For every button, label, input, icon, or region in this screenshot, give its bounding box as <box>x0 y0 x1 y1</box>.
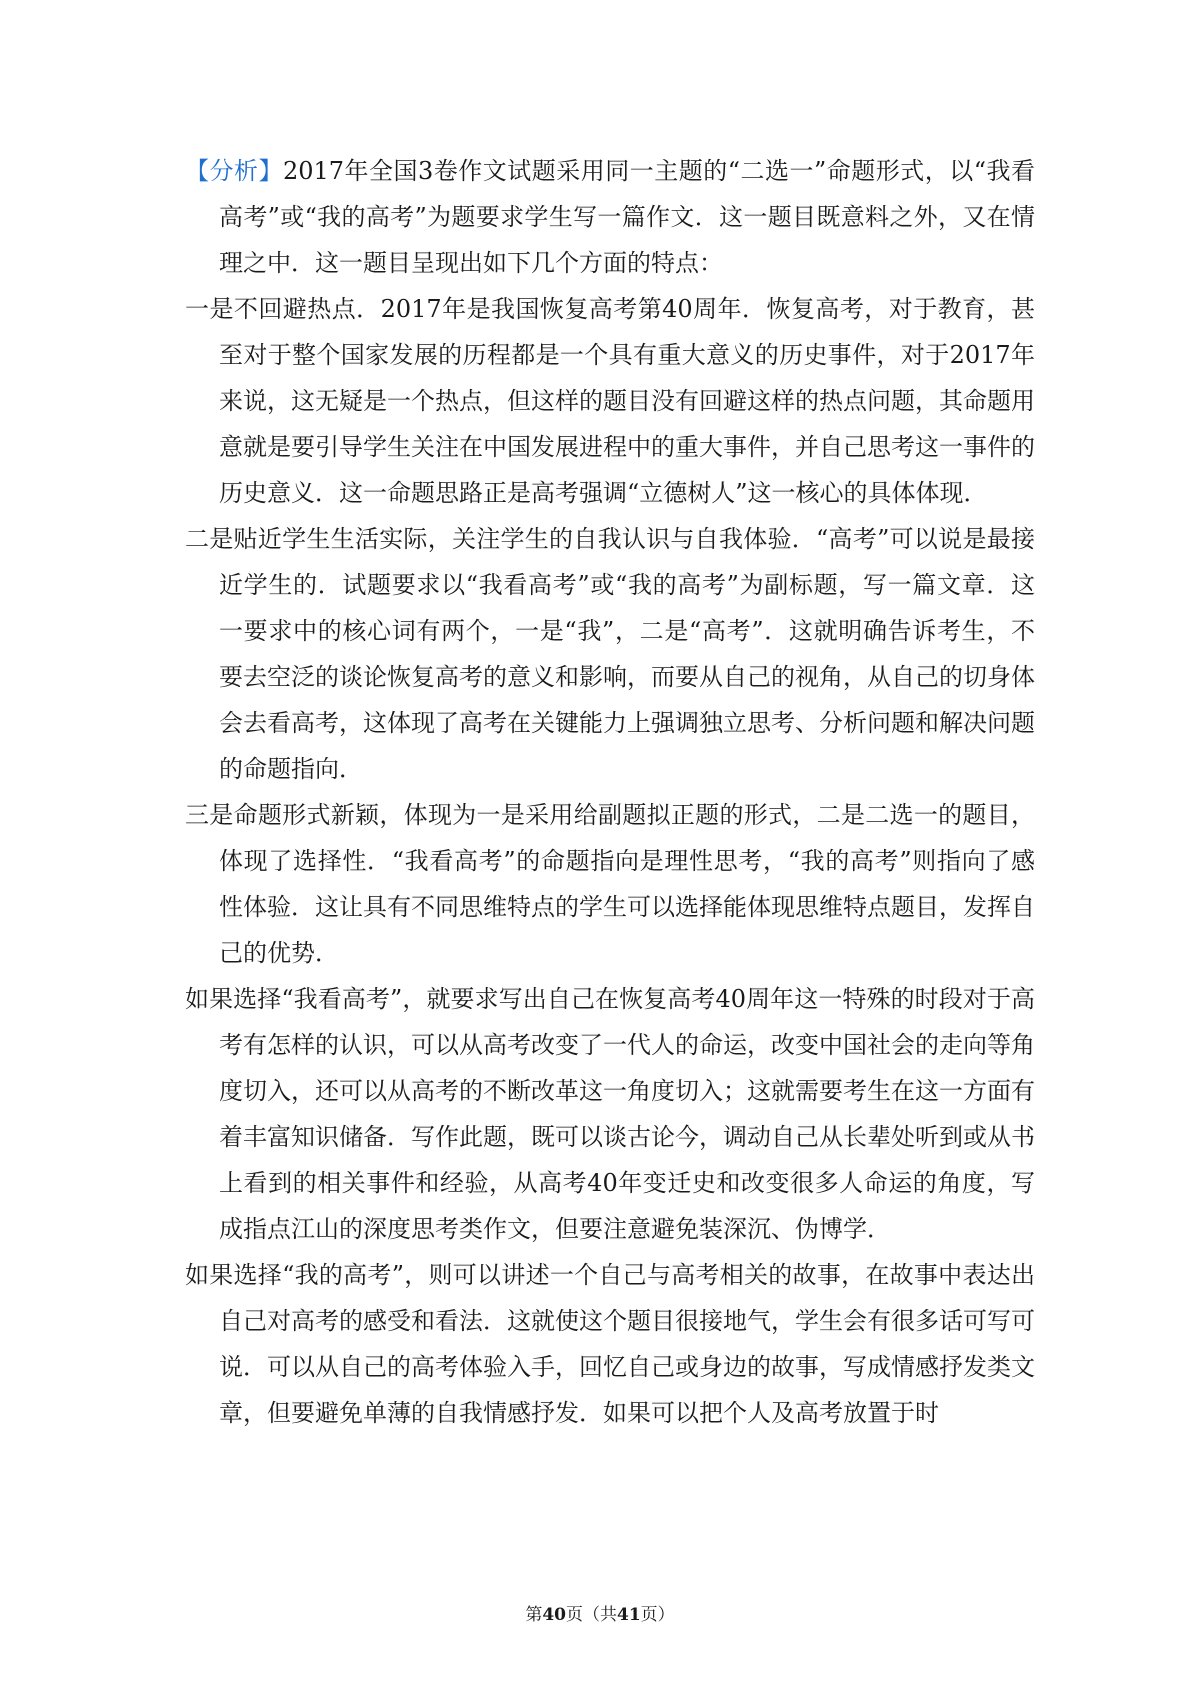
footer-page-number: 40 <box>542 1605 566 1625</box>
paragraph-option-wode: 如果选择“我的高考”，则可以讲述一个自己与高考相关的故事，在故事中表达出自己对高考的感受和看法．这就使这个题目很接地气，学生会有很多话可写可说．可以从自己的高考体验入手，回忆自己或身边的故事，写成情感抒发类文章，但要避免单薄的自我情感抒发．如果可以把个人及高考放置于时 <box>185 1261 1035 1427</box>
paragraph-point-1: 一是不回避热点．2017年是我国恢复高考第40周年．恢复高考，对于教育，甚至对于整个国家发展的历程都是一个具有重大意义的历史事件，对于2017年来说，这无疑是一个热点，但这样的题目没有回避这样的热点问题，其命题用意就是要引导学生关注在中国发展进程中的重大事件，并自己思考这一事件的历史意义．这一命题思路正是高考强调“立德树人”这一核心的具体体现． <box>185 295 1035 507</box>
paragraph-option-wokan: 如果选择“我看高考”，就要求写出自己在恢复高考40周年这一特殊的时段对于高考有怎样的认识，可以从高考改变了一代人的命运，改变中国社会的走向等角度切入，还可以从高考的不断改革这一角度切入；这就需要考生在这一方面有着丰富知识储备．写作此题，既可以谈古论今，调动自己从长辈处听到或从书上看到的相关事件和经验，从高考40年变迁史和改变很多人命运的角度，写成指点江山的深度思考类作文，但要注意避免装深沉、伪博学． <box>185 985 1035 1243</box>
paragraph-point-2: 二是贴近学生生活实际，关注学生的自我认识与自我体验．“高考”可以说是最接近学生的．试题要求以“我看高考”或“我的高考”为副标题，写一篇文章．这一要求中的核心词有两个，一是“我”，二是“高考”．这就明确告诉考生，不要去空泛的谈论恢复高考的意义和影响，而要从自己的视角，从自己的切身体会去看高考，这体现了高考在关键能力上强调独立思考、分析问题和解决问题的命题指向． <box>185 525 1035 783</box>
footer-suffix: 页） <box>640 1605 675 1625</box>
footer-mid: 页（共 <box>566 1605 617 1625</box>
footer-prefix: 第 <box>525 1605 543 1625</box>
page-footer <box>0 1600 1200 1625</box>
analysis-intro: 2017年全国3卷作文试题采用同一主题的“二选一”命题形式，以“我看高考”或“我的高考”为题要求学生写一篇作文．这一题目既意料之外，又在情理之中．这一题目呈现出如下几个方面的特点： <box>219 157 1036 277</box>
document-body <box>185 148 1035 1436</box>
analysis-tag: 【分析】 <box>185 157 283 185</box>
analysis-paragraph <box>185 148 1035 286</box>
paragraph-point-3: 三是命题形式新颖，体现为一是采用给副题拟正题的形式，二是二选一的题目，体现了选择性．“我看高考”的命题指向是理性思考，“我的高考”则指向了感性体验．这让具有不同思维特点的学生可以选择能体现思维特点题目，发挥自己的优势． <box>185 801 1035 967</box>
footer-total-pages: 41 <box>617 1605 641 1625</box>
